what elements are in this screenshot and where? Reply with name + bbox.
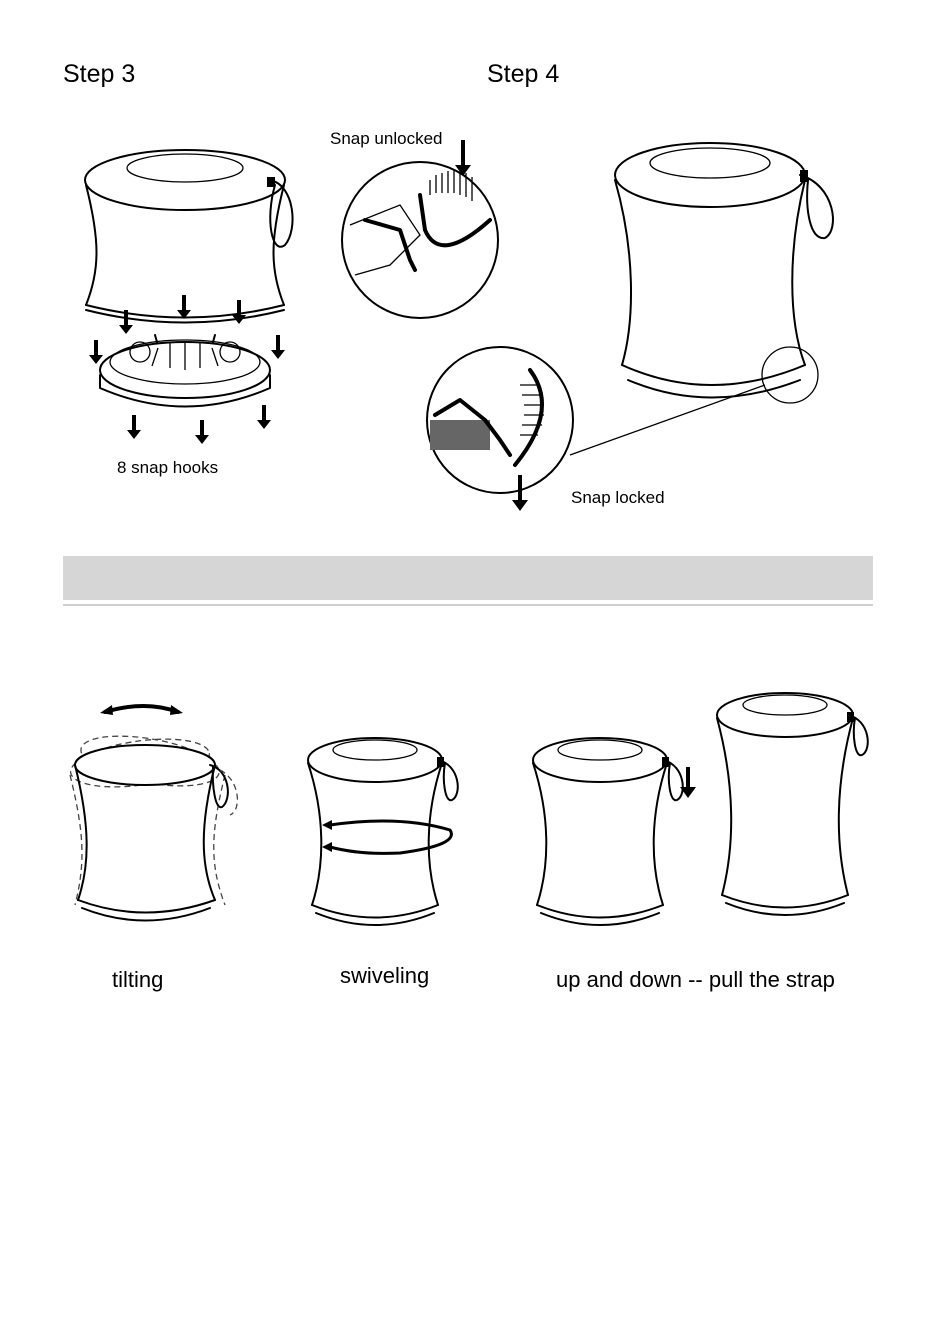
step-4-stool-illustration: [560, 130, 840, 430]
step-3-illustration: [60, 130, 330, 450]
up-and-down-illustration: [525, 695, 885, 935]
section-divider: [63, 604, 873, 606]
snap-hooks-caption: 8 snap hooks: [117, 458, 219, 477]
tilting-caption: tilting: [112, 967, 164, 992]
swiveling-caption: swiveling: [340, 963, 430, 988]
swiveling-illustration: [300, 735, 480, 935]
snap-locked-label: Snap locked: [571, 488, 665, 507]
up-and-down-caption: up and down -- pull the strap: [556, 967, 835, 992]
tilting-illustration: [60, 695, 250, 935]
section-header-bar: [63, 556, 873, 600]
step-4-title: Step 4: [487, 60, 560, 88]
snap-unlocked-detail: [340, 135, 510, 325]
snap-unlocked-label: Snap unlocked: [330, 129, 443, 148]
step-3-title: Step 3: [63, 60, 136, 88]
